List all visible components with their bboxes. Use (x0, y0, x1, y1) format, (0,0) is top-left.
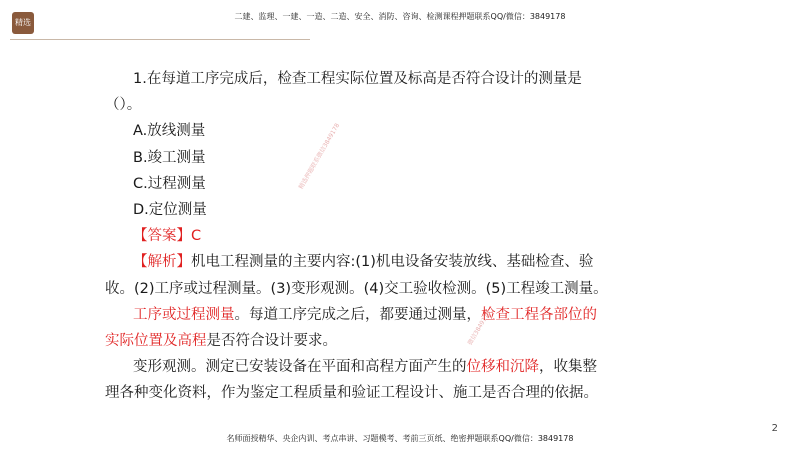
highlight-process-survey: 工序或过程测量 (133, 306, 235, 323)
analysis-p3-text2: ，收集整 (539, 359, 597, 376)
analysis-label: 【解析】 (133, 254, 191, 271)
analysis-para-3-cont: 理各种变化资料，作为鉴定工程质量和验证工程设计、施工是否合理的依据。 (105, 385, 598, 402)
answer-value: C (191, 228, 202, 245)
analysis-para-2-cont (105, 328, 665, 354)
option-c: C.过程测量 (133, 175, 206, 192)
analysis-p2-text2: 是否符合设计要求。 (206, 333, 337, 350)
answer-line (105, 223, 665, 249)
highlight-displacement: 位移和沉降 (466, 359, 539, 376)
analysis-text-1: 机电工程测量的主要内容:(1)机电设备安装放线、基础检查、验 (191, 254, 594, 271)
brand-logo: 精选 (12, 12, 34, 34)
header-divider (10, 39, 310, 40)
analysis-para-2 (105, 302, 665, 328)
analysis-line-2: 收。(2)工序或过程测量。(3)变形观测。(4)交工验收检测。(5)工程竣工测量。 (105, 280, 608, 297)
analysis-para-3 (105, 354, 665, 380)
footer-banner: 名师面授精华、央企内训、考点串讲、习题模考、考前三页纸、绝密押题联系QQ/微信：3849178 (226, 434, 574, 443)
question-stem: 1.在每道工序完成后，检查工程实际位置及标高是否符合设计的测量是 (133, 71, 582, 87)
question-content (105, 66, 665, 407)
watermark-2: 微信3849178 (466, 309, 493, 347)
page-number: 2 (771, 423, 778, 434)
analysis-line-1 (105, 249, 665, 275)
analysis-p2-text1: 。每道工序完成之后，都要通过测量， (234, 306, 481, 323)
question-stem-cont: （）。 (105, 97, 142, 114)
analysis-p3-text1: 变形观测。测定已安装设备在平面和高程方面产生的 (133, 359, 467, 376)
option-d: D.定位测量 (133, 202, 207, 219)
highlight-check-parts: 检查工程各部位的 (481, 306, 597, 323)
header-banner: 二建、监理、一建、一造、二造、安全、消防、咨询、检测课程押题联系QQ/微信：3849178 (234, 12, 566, 21)
highlight-position-elevation: 实际位置及高程 (105, 333, 207, 350)
answer-label: 【答案】 (133, 228, 191, 245)
watermark-1: 精选押题联系微信3849178 (297, 122, 342, 191)
option-a: A.放线测量 (133, 123, 206, 140)
option-b: B.竣工测量 (133, 149, 206, 166)
